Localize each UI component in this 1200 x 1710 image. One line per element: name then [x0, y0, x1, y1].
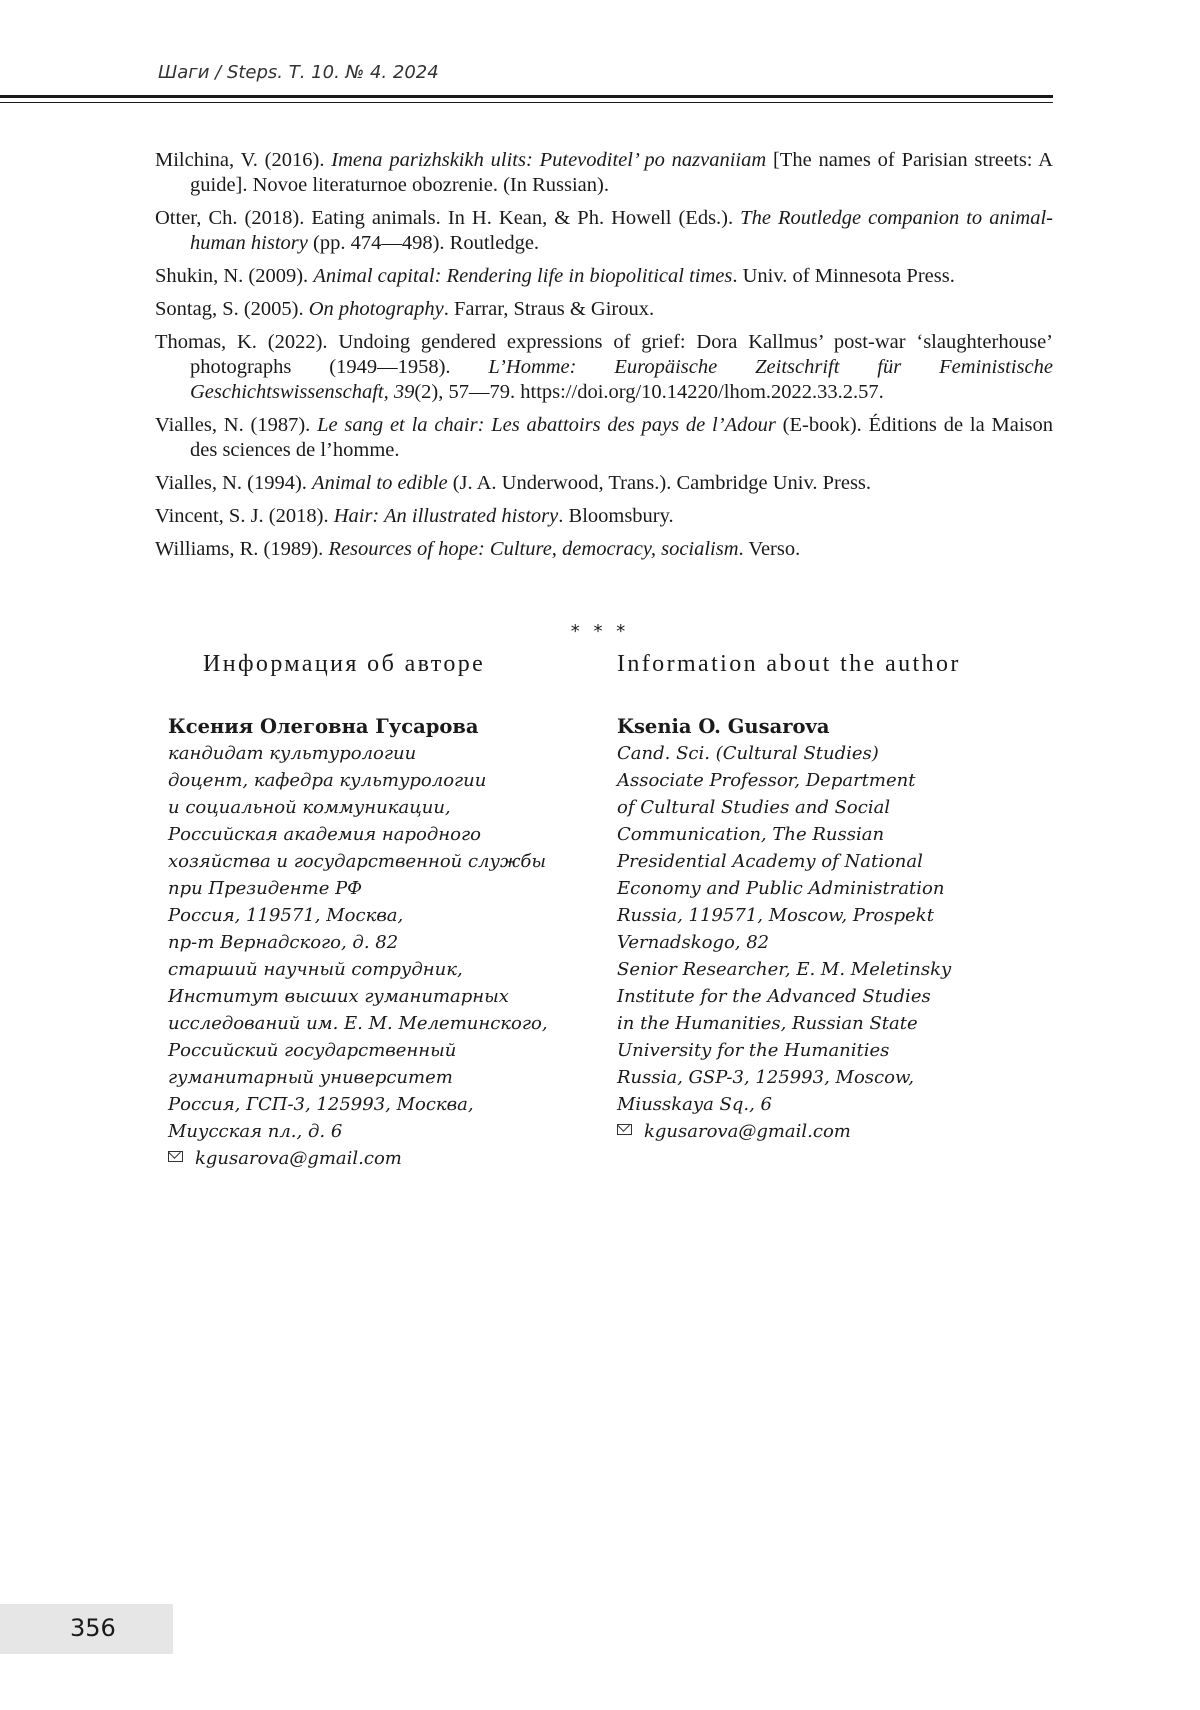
- reference-text: Thomas, K. (2022). Undoing gendered expressions of grief: Dora Kallmus’ post-war ‘slaughterhouse’ photographs (1949—1958).: [155, 331, 1053, 378]
- author-name-en: Ksenia O. Gusarova: [617, 715, 830, 738]
- author-detail-line: Россия, 119571, Москва,: [168, 905, 404, 926]
- author-detail-line: гуманитарный университет: [168, 1067, 453, 1088]
- reference-text: Otter, Ch. (2018). Eating animals. In H. Kean, & Ph. Howell (Eds.).: [155, 207, 741, 229]
- author-details-ru: [168, 740, 548, 1145]
- author-detail-line: in the Humanities, Russian State: [617, 1013, 918, 1034]
- reference-entry: [155, 504, 1053, 529]
- reference-title: The Routledge companion to animal-human history: [190, 207, 1053, 254]
- author-detail-line: Российский государственный: [168, 1040, 457, 1061]
- reference-text: (pp. 474—498). Routledge.: [307, 232, 540, 254]
- reference-entry: [155, 413, 1053, 463]
- reference-entry: [155, 537, 1053, 562]
- author-detail-line: старший научный сотрудник,: [168, 959, 463, 980]
- author-detail-line: Communication, The Russian: [617, 824, 885, 845]
- author-detail-line: кандидат культурологии: [168, 743, 417, 764]
- reference-list: [155, 148, 1053, 570]
- author-detail-line: Economy and Public Administration: [617, 878, 945, 899]
- author-detail-line: Miusskaya Sq., 6: [617, 1094, 772, 1115]
- author-detail-line: Russia, 119571, Moscow, Prospekt: [617, 905, 934, 926]
- author-detail-line: Институт высших гуманитарных: [168, 986, 509, 1007]
- envelope-icon: [617, 1124, 632, 1135]
- author-detail-line: Vernadskogo, 82: [617, 932, 770, 953]
- author-email-en: [617, 1118, 951, 1145]
- author-detail-line: хозяйства и государственной службы: [168, 851, 547, 872]
- reference-title: Hair: An illustrated history: [333, 505, 559, 527]
- author-detail-line: исследований им. Е. М. Мелетинского,: [168, 1013, 548, 1034]
- reference-title: Resources of hope: Culture, democracy, socialism: [328, 538, 739, 560]
- author-detail-line: Russia, GSP-3, 125993, Moscow,: [617, 1067, 914, 1088]
- reference-title: On photography: [308, 298, 444, 320]
- author-detail-line: пр-т Вернадского, д. 82: [168, 932, 399, 953]
- email-text-en: kgusarova@gmail.com: [644, 1121, 851, 1142]
- reference-title: L’Homme: Europäische Zeitschrift für Feministische Geschichtswissenschaft, 39: [190, 356, 1053, 403]
- reference-text: (E-book). Éditions de la Maison des sciences de l’homme.: [190, 414, 1053, 461]
- author-email-ru: [168, 1145, 548, 1172]
- reference-text: Vincent, S. J. (2018).: [155, 505, 334, 527]
- author-detail-line: of Cultural Studies and Social: [617, 797, 891, 818]
- author-detail-line: доцент, кафедра культурологии: [168, 770, 487, 791]
- author-info-ru: [168, 713, 548, 1172]
- reference-text: Vialles, N. (1987).: [155, 414, 318, 436]
- running-header: Шаги / Steps. Т. 10. № 4. 2024: [158, 62, 439, 83]
- reference-text: . Bloomsbury.: [558, 505, 674, 527]
- author-name-ru: Ксения Олеговна Гусарова: [168, 715, 479, 738]
- author-heading-en: Information about the author: [617, 651, 961, 677]
- reference-entry: [155, 471, 1053, 496]
- author-detail-line: Миусская пл., д. 6: [168, 1121, 343, 1142]
- reference-entry: [155, 330, 1053, 405]
- author-detail-line: Российская академия народного: [168, 824, 481, 845]
- reference-text: (J. A. Underwood, Trans.). Cambridge Univ. Press.: [447, 472, 872, 494]
- reference-text: . Univ. of Minnesota Press.: [732, 265, 955, 287]
- reference-text: Sontag, S. (2005).: [155, 298, 309, 320]
- reference-title: Imena parizhskikh ulits: Putevoditel’ po nazvaniiam: [331, 149, 767, 171]
- author-detail-line: University for the Humanities: [617, 1040, 890, 1061]
- reference-entry: [155, 206, 1053, 256]
- reference-entry: [155, 148, 1053, 198]
- page-number: 356: [70, 1614, 116, 1642]
- reference-entry: [155, 264, 1053, 289]
- reference-entry: [155, 297, 1053, 322]
- reference-title: Animal capital: Rendering life in biopolitical times: [313, 265, 733, 287]
- author-detail-line: Cand. Sci. (Cultural Studies): [617, 743, 879, 764]
- author-detail-line: и социальной коммуникации,: [168, 797, 451, 818]
- author-detail-line: Institute for the Advanced Studies: [617, 986, 931, 1007]
- reference-title: Le sang et la chair: Les abattoirs des pays de l’Adour: [317, 414, 776, 436]
- author-detail-line: Россия, ГСП-3, 125993, Москва,: [168, 1094, 474, 1115]
- reference-text: Vialles, N. (1994).: [155, 472, 313, 494]
- reference-text: Milchina, V. (2016).: [155, 149, 332, 171]
- author-detail-line: Senior Researcher, E. M. Meletinsky: [617, 959, 952, 980]
- author-heading-ru: Информация об авторе: [203, 651, 486, 677]
- reference-text: . Farrar, Straus & Giroux.: [443, 298, 655, 320]
- author-details-en: [617, 740, 951, 1118]
- reference-text: Shukin, N. (2009).: [155, 265, 314, 287]
- author-detail-line: Associate Professor, Department: [617, 770, 916, 791]
- author-detail-line: при Президенте РФ: [168, 878, 363, 899]
- section-separator: * * *: [570, 621, 630, 642]
- author-detail-line: Presidential Academy of National: [617, 851, 923, 872]
- reference-text: Williams, R. (1989).: [155, 538, 329, 560]
- author-info-en: [617, 713, 951, 1145]
- envelope-icon: [168, 1151, 183, 1162]
- reference-text: . Verso.: [738, 538, 801, 560]
- reference-text: (2), 57—79. https://doi.org/10.14220/lhom.2022.33.2.57.: [414, 381, 884, 403]
- header-rule-thick: [0, 95, 1053, 98]
- reference-title: Animal to edible: [312, 472, 448, 494]
- header-rule-thin: [0, 102, 1053, 103]
- reference-text: [The names of Parisian streets: A guide]. Novoe literaturnoe obozrenie. (In Russian).: [190, 149, 1053, 196]
- email-text-ru: kgusarova@gmail.com: [195, 1148, 402, 1169]
